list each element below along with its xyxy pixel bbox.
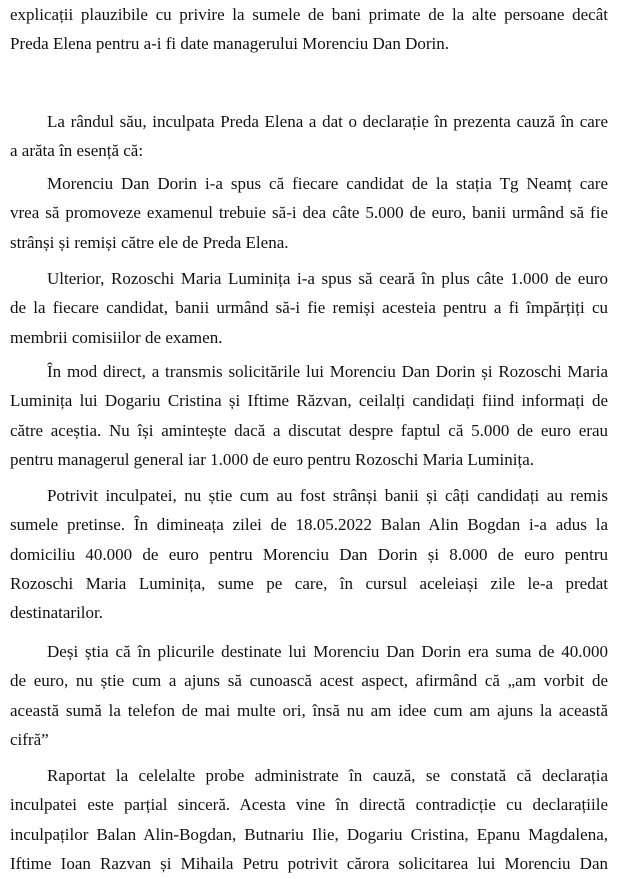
text-line: În mod direct, a transmis solicitările lui Morenciu Dan Dorin și Rozoschi Maria [47,362,608,381]
text-line: de la fiecare candidat, banii urmând să-i fie remiși acesteia pentru a fi împărțiți cu [10,298,608,318]
text-line: La rândul său, inculpata Preda Elena a dat o declarație în prezenta cauză în care [47,112,608,131]
paragraph [10,357,608,474]
text-line: Deși știa că în plicurile destinate lui Morenciu Dan Dorin era suma de 40.000 [47,642,608,661]
text-line: de euro, nu știe cum a ajuns să cunoască acest aspect, afirmând că „am vorbit de [10,671,608,691]
text-line: pentru managerul general iar 1.000 de euro pentru Rozoschi Maria Luminița. [10,449,534,469]
text-line: explicații plauzibile cu privire la sumele de bani primate de la alte persoane decât [10,5,608,24]
text-line: această sumă la telefon de mai multe ori, însă nu am idee cum am ajuns la această [10,700,608,720]
text-line: membrii comisiilor de examen. [10,327,223,347]
text-line: Morenciu Dan Dorin i-a spus că fiecare candidat de la stația Tg Neamț care [47,174,608,193]
text-line: a arăta în esență că: [10,141,144,161]
text-line: Preda Elena pentru a-i fi date managerului Morenciu Dan Dorin. [10,34,450,54]
paragraph [10,637,608,754]
paragraph-continuation [10,0,608,59]
paragraph [10,481,608,627]
text-line: domiciliu 40.000 de euro pentru Morenciu Dan Dorin și 8.000 de euro pentru [10,544,608,564]
text-line: Raportat la celelalte probe administrate în cauză, se constată că declarația [47,766,608,785]
text-line: cifră” [10,729,49,749]
paragraph [10,107,608,166]
text-line: inculpatei este parțial sinceră. Acesta vine în directă contradicție cu declarațiile [10,795,608,815]
text-line: sumele pretinse. În dimineața zilei de 18.05.2022 Balan Alin Bogdan i-a adus la [10,515,608,535]
text-line: Iftime Ioan Razvan și Mihaila Petru potrivit cărora solicitarea lui Morenciu Dan [10,853,608,873]
text-line: vrea să promoveze examenul trebuie să-i dea câte 5.000 de euro, banii urmând să fie [10,203,608,223]
text-line: inculpaților Balan Alin-Bogdan, Butnariu Ilie, Dogariu Cristina, Epanu Magdalena, [10,824,608,844]
paragraph [10,264,608,352]
text-line: către aceștia. Nu își amintește dacă a discutat despre faptul că 5.000 de euro erau [10,420,608,440]
text-line: Ulterior, Rozoschi Maria Luminița i-a spus să ceară în plus câte 1.000 de euro [47,269,608,288]
text-line: Potrivit inculpatei, nu știe cum au fost strânși banii și câți candidați au remis [47,486,608,505]
text-line: Luminița lui Dogariu Cristina și Iftime Răzvan, ceilalți candidați fiind informați de [10,391,608,411]
paragraph [10,761,608,878]
text-line: strânși și remiși către ele de Preda Elena. [10,232,289,252]
text-line: Rozoschi Maria Luminița, sume pe care, în cursul aceleiași zile le-a predat [10,573,608,593]
text-line: destinatarilor. [10,603,104,623]
paragraph [10,169,608,257]
